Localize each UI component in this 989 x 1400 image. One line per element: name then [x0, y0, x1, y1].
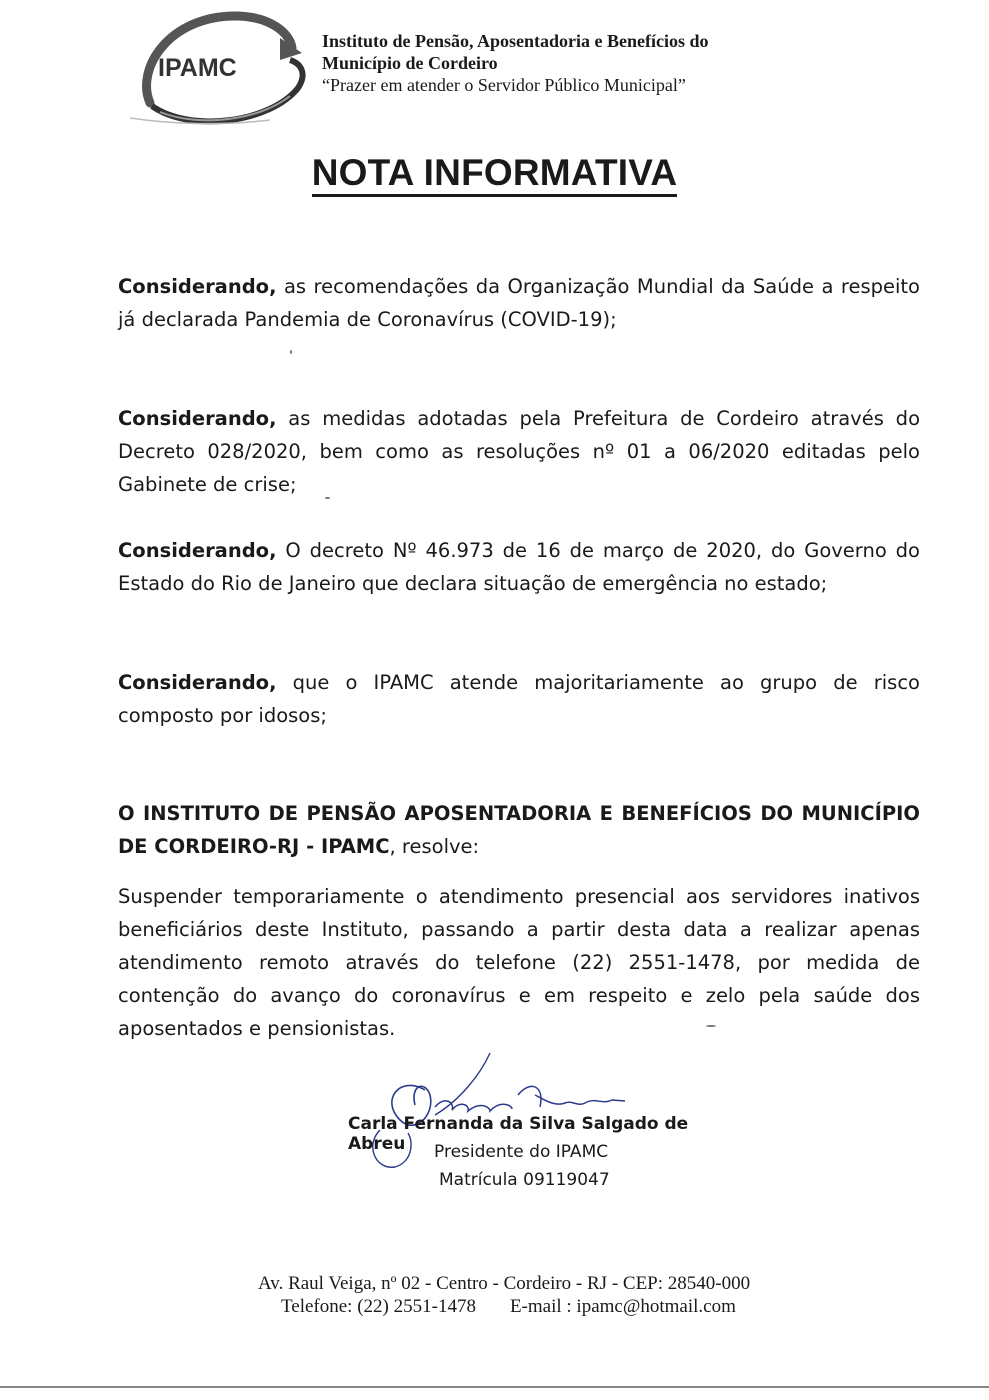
org-slogan: “Prazer em atender o Servidor Público Municipal” [322, 75, 686, 95]
scan-speck [325, 497, 330, 499]
footer-contact [281, 1296, 881, 1318]
decision-paragraph: Suspender temporariamente o atendimento presencial aos servidores inativos beneficiários deste Instituto, passando a partir desta data a realizar apenas atendimento remoto através do telefone (22) 2551-1478, por medida de contenção do avanço do coronavírus e em respeito e zelo pela saúde dos aposentados e pensionistas. [118, 885, 920, 1040]
org-name-line2: Município de Cordeiro [322, 53, 498, 73]
signer-registration: Matrícula 09119047 [439, 1170, 610, 1190]
org-name-line1: Instituto de Pensão, Aposentadoria e Benefícios do [322, 31, 709, 51]
footer-address: Av. Raul Veiga, nº 02 - Centro - Cordeiro - RJ - CEP: 28540-000 [258, 1273, 751, 1294]
scan-edge-line [0, 1386, 989, 1388]
paragraph-1: Considerando, as recomendações da Organização Mundial da Saúde a respeito já declarada Pandemia de Coronavírus (COVID-19); [118, 275, 920, 331]
ipamc-logo [130, 8, 310, 128]
paragraph-4: Considerando, que o IPAMC atende majoritariamente ao grupo de risco composto por idosos; [118, 671, 920, 727]
page-title: NOTA INFORMATIVA [0, 152, 989, 194]
footer-email: E-mail : ipamc@hotmail.com [509, 1296, 736, 1317]
footer-phone: Telefone: (22) 2551-1478 [281, 1296, 476, 1317]
scan-speck [706, 1025, 716, 1027]
resolution-statement: O INSTITUTO DE PENSÃO APOSENTADORIA E BENEFÍCIOS DO MUNICÍPIO DE CORDEIRO-RJ - IPAMC, resolve: [118, 802, 920, 858]
svg-text:IPAMC: IPAMC [158, 54, 237, 82]
organization-header [322, 30, 709, 96]
paragraph-2: Considerando, as medidas adotadas pela Prefeitura de Cordeiro através do Decreto 028/2020, bem como as resoluções nº 01 a 06/2020 editadas pelo Gabinete de crise; [118, 407, 920, 496]
scan-speck [290, 350, 292, 354]
paragraph-3: Considerando, O decreto Nº 46.973 de 16 de março de 2020, do Governo do Estado do Rio de Janeiro que declara situação de emergência no estado; [118, 539, 920, 595]
signer-name: Carla Fernanda da Silva Salgado de Abreu [348, 1114, 689, 1154]
signer-role: Presidente do IPAMC [434, 1142, 609, 1162]
